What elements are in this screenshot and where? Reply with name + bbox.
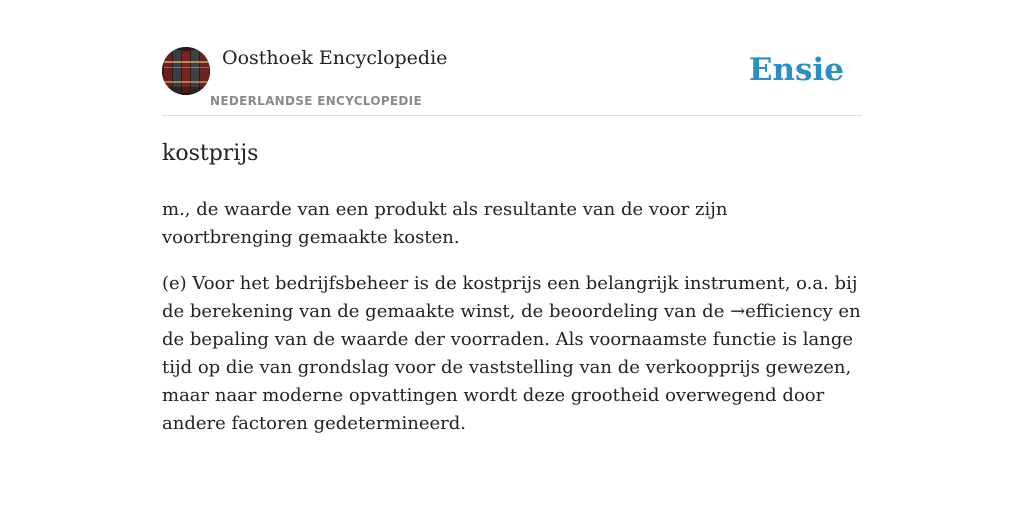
ensie-logo-link[interactable]: Ensie [748,52,844,88]
site-subtitle: NEDERLANDSE ENCYCLOPEDIE [210,94,422,108]
site-title-link[interactable]: Oosthoek Encyclopedie [222,47,448,69]
efficiency-crossref-link[interactable]: →efficiency [730,301,833,322]
site-header [162,46,862,116]
entry-body [162,196,862,438]
paragraph-text: (e) Voor het bedrijfsbeheer is de kostprijs een belangrijk instrument, o.a. bij de berekening van de gemaakte winst, de beoordeling van de [162,273,858,322]
paragraph-text: en de bepaling van de waarde der voorraden. Als voornaamste functie is lange tijd op die van grondslag voor de vaststelling van de verkoopprijs gewezen, maar naar moderne opvattingen wordt deze grootheid overwegend door andere factoren gedetermineerd. [162,301,861,434]
encyclopedia-books-icon[interactable] [162,47,210,95]
entry-paragraph: m., de waarde van een produkt als resultante van de voor zijn voortbrenging gemaakte kosten. [162,199,728,248]
entry-title: kostprijs [162,141,259,166]
entry-paragraph [162,270,862,438]
entry-content [162,138,862,456]
